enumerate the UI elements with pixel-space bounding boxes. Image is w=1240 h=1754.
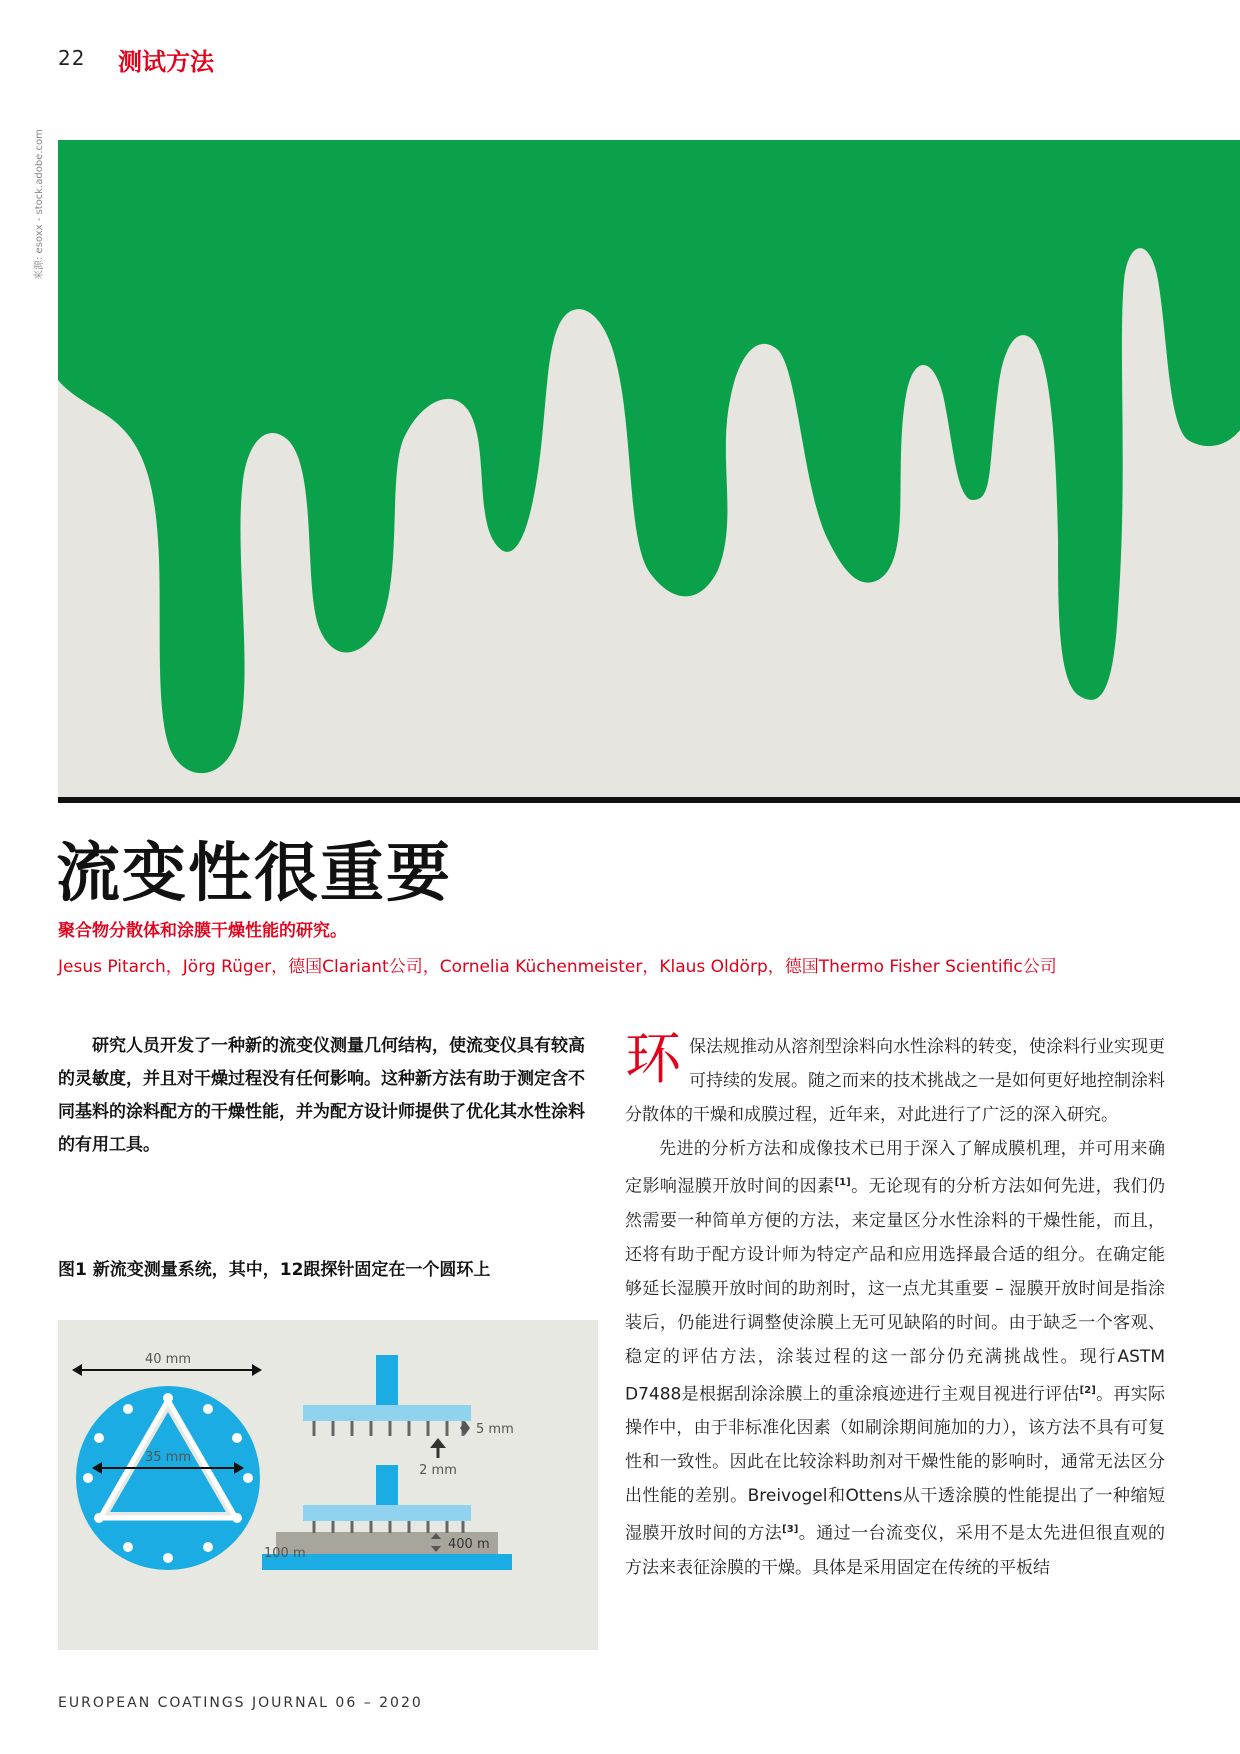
paragraph-2-text-c: 。再实际操作中，由于非标准化因素（如刷涂期间施加的力），该方法不具有可复性和一致性。因此在比较涂料助剂对干燥性能的影响时，通常无法区分出性能的差别。Breivogel和Ottens从干透涂膜的性能提出了一种缩短湿膜开放时间的方法 [625, 1384, 1165, 1544]
article-abstract: 研究人员开发了一种新的流变仪测量几何结构，使流变仪具有较高的灵敏度，并且对干燥过程没有任何影响。这种新方法有助于测定含不同基料的涂料配方的干燥性能，并为配方设计师提供了优化其水性涂料的有用工具。 [58, 1036, 585, 1155]
article-subtitle: 聚合物分散体和涂膜干燥性能的研究。 [58, 921, 347, 941]
label-plate: 100 m [264, 1546, 306, 1561]
article-body [625, 1027, 1166, 1585]
paragraph-1 [625, 1027, 1165, 1132]
label-inner-diameter: 35 mm [144, 1450, 192, 1465]
page-number: 22 [58, 46, 86, 70]
label-outer-diameter: 40 mm [144, 1352, 192, 1367]
ring-top-view [72, 1352, 262, 1570]
side-view-lower [262, 1465, 512, 1570]
reference-1: [1] [834, 1177, 851, 1188]
side-view-upper [303, 1355, 514, 1478]
hero-image [58, 140, 1240, 800]
footer-journal: EUROPEAN COATINGS JOURNAL 06 – 2020 [58, 1695, 423, 1711]
paragraph-2-text-a: 先进的分析方法和成像技术已用于深入了解成膜机理，并可用来确定影响湿膜开放时间的因素 [625, 1139, 1165, 1197]
figure-caption: 图1 新流变测量系统，其中，12跟探针固定在一个圆环上 [58, 1260, 491, 1280]
reference-2: [2] [1079, 1384, 1096, 1396]
label-gap-mid: 2 mm [419, 1463, 457, 1478]
figure-1 [58, 1320, 598, 1650]
paragraph-2 [625, 1132, 1165, 1585]
reference-3: [3] [782, 1524, 799, 1536]
label-film: 400 m [448, 1537, 490, 1552]
section-title: 测试方法 [118, 48, 214, 76]
article-authors: Jesus Pitarch，Jörg Rüger，德国Clariant公司，Cornelia Küchenmeister，Klaus Oldörp，德国Thermo Fisher Scientific公司 [58, 957, 1057, 977]
divider-rule [58, 797, 1240, 803]
image-credit: 来源: esoxx - stock.adobe.com [34, 129, 45, 280]
article-title: 流变性很重要 [56, 837, 452, 911]
drop-cap: 环 [625, 1027, 681, 1092]
paragraph-2-text-d: 。通过一台流变仪，采用不是太先进但很直观的方法来表征涂膜的干燥。具体是采用固定在传统的平板结 [625, 1523, 1166, 1578]
label-gap-top: 5 mm [476, 1422, 514, 1437]
paragraph-1-text: 保法规推动从溶剂型涂料向水性涂料的转变，使涂料行业实现更可持续的发展。随之而来的技术挑战之一是如何更好地控制涂料分散体的干燥和成膜过程，近年来，对此进行了广泛的深入研究。 [625, 1037, 1165, 1125]
paragraph-2-text-b: 。无论现有的分析方法如何先进，我们仍然需要一种简单方便的方法，来定量区分水性涂料的干燥性能，而且，还将有助于配方设计师为特定产品和应用选择最合适的组分。在确定能够延长湿膜开放时间的助剂时，这一点尤其重要 – 湿膜开放时间是指涂装后，仍能进行调整使涂膜上无可见缺陷的时间。由于缺乏一个客观、稳定的评估方法，涂装过程的这一部分仍充满挑战性。现行ASTM D7488是根据刮涂涂膜上的重涂痕迹进行主观目视进行评估 [625, 1176, 1166, 1405]
